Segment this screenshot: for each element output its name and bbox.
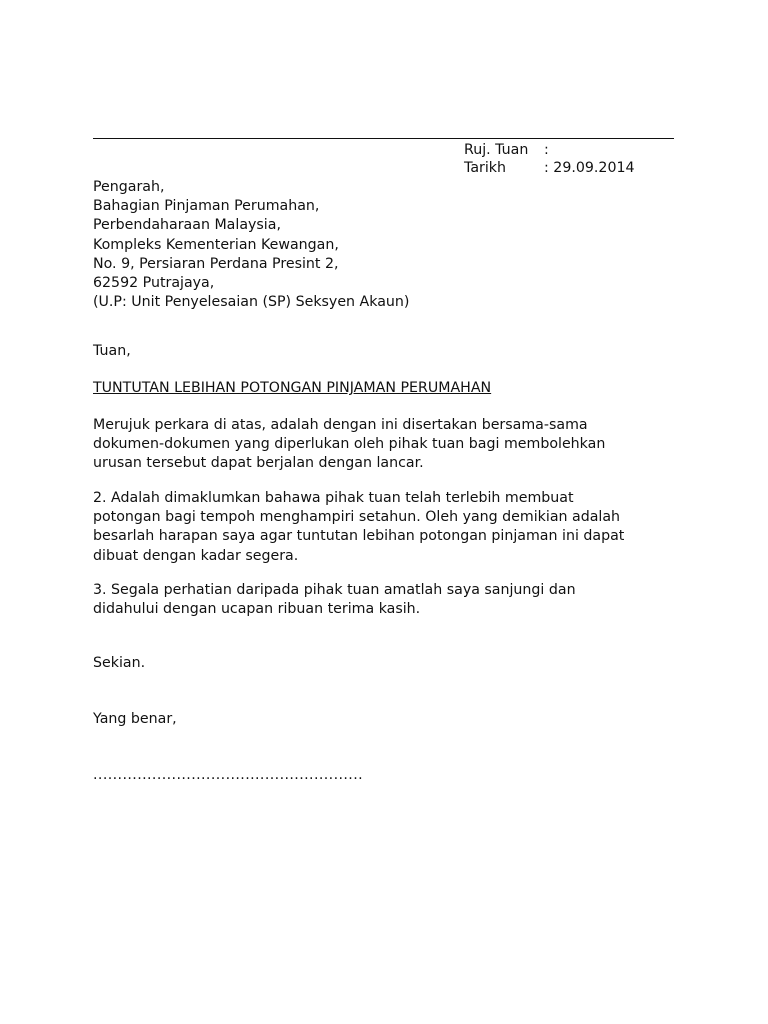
sign-off: Yang benar, bbox=[93, 711, 177, 727]
reference-label: Ruj. Tuan bbox=[464, 142, 529, 158]
address-line: Perbendaharaan Malaysia, bbox=[93, 217, 281, 234]
address-line: 62592 Putrajaya, bbox=[93, 275, 215, 292]
paragraph-1 bbox=[93, 416, 693, 474]
address-line: Kompleks Kementerian Kewangan, bbox=[93, 236, 339, 253]
header-rule bbox=[93, 138, 674, 139]
paragraph-line: dokumen-dokumen yang diperlukan oleh pihak tuan bagi membolehkan bbox=[93, 436, 606, 453]
letter-subject: TUNTUTAN LEBIHAN POTONGAN PINJAMAN PERUMAHAN bbox=[93, 380, 492, 396]
address-line: No. 9, Persiaran Perdana Presint 2, bbox=[93, 255, 339, 272]
paragraph-line: didahului dengan ucapan ribuan terima kasih. bbox=[93, 601, 421, 618]
reference-separator: : bbox=[544, 142, 549, 158]
paragraph-line: 2. Adalah dimaklumkan bahawa pihak tuan telah terlebih membuat bbox=[93, 490, 574, 506]
date-label: Tarikh bbox=[464, 160, 506, 176]
address-line: Pengarah, bbox=[93, 179, 165, 195]
reference-block bbox=[464, 141, 635, 177]
address-line: (U.P: Unit Penyelesaian (SP) Seksyen Akaun) bbox=[93, 294, 410, 311]
paragraph-line: dibuat dengan kadar segera. bbox=[93, 547, 299, 564]
paragraph-line: besarlah harapan saya agar tuntutan lebihan potongan pinjaman ini dapat bbox=[93, 528, 625, 545]
paragraph-3 bbox=[93, 581, 693, 619]
paragraph-line: 3. Segala perhatian daripada pihak tuan amatlah saya sanjungi dan bbox=[93, 582, 576, 598]
paragraph-line: Merujuk perkara di atas, adalah dengan ini disertakan bersama-sama bbox=[93, 417, 588, 433]
paragraph-line: urusan tersebut dapat berjalan dengan lancar. bbox=[93, 455, 424, 472]
recipient-address bbox=[93, 178, 409, 312]
reference-row bbox=[464, 141, 635, 159]
closing-text: Sekian. bbox=[93, 655, 146, 671]
salutation: Tuan, bbox=[93, 343, 131, 359]
date-value: : 29.09.2014 bbox=[544, 160, 635, 176]
address-line: Bahagian Pinjaman Perumahan, bbox=[93, 198, 320, 215]
paragraph-line: potongan bagi tempoh menghampiri setahun. Oleh yang demikian adalah bbox=[93, 509, 621, 526]
signature-line: ....................................................... bbox=[93, 767, 364, 783]
paragraph-2 bbox=[93, 489, 693, 566]
date-row bbox=[464, 159, 635, 177]
